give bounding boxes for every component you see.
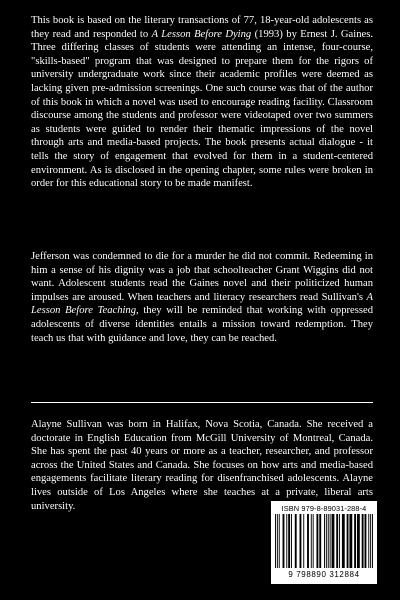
synopsis-paragraph-2 xyxy=(31,250,373,345)
synopsis-1-text-a: This book is based on the literary transactions of 77, 18-year-old adolescents as they read and responded to xyxy=(31,15,373,40)
barcode-bar xyxy=(279,514,280,568)
barcode-bar xyxy=(328,514,329,568)
barcode-bar xyxy=(313,514,314,568)
barcode-bar xyxy=(362,514,364,568)
barcode-bar xyxy=(316,514,318,568)
barcode-bar xyxy=(319,514,321,568)
barcode-bar xyxy=(291,514,292,568)
barcode-bar xyxy=(330,514,331,568)
barcode-bar xyxy=(295,514,297,568)
barcode-bar xyxy=(300,514,302,568)
barcode-bars xyxy=(275,514,373,568)
barcode-bar xyxy=(286,514,287,568)
barcode-bar xyxy=(277,514,278,568)
barcode-bar xyxy=(283,514,285,568)
isbn-label: ISBN 979-8-89031-288-4 xyxy=(281,504,367,513)
author-bio: Alayne Sullivan was born in Halifax, Nova Scotia, Canada. She received a doctorate in English Education from McGill University of Montreal, Canada. She has spent the past 40 years or more as a teacher, researcher, and professor across the United States and Canada. She focuses on how arts and media-based engagements facilitate literary reading for disenfranchised adolescents. Alayne lives outside of Los Angeles where she teaches at a private, liberal arts university. xyxy=(31,419,373,512)
barcode-bar xyxy=(303,514,304,568)
barcode-bar xyxy=(372,514,373,568)
barcode-bar xyxy=(288,514,290,568)
barcode-bar xyxy=(339,514,340,568)
book-title: A Lesson Before Teaching, xyxy=(31,291,373,317)
barcode-bar xyxy=(324,514,325,568)
synopsis-1-text-b: (1993) by Ernest J. Gaines. Three differing classes of students were attending an intense, four-course, "skills-based" program that was designed to prepare them for the rigors of university undergraduate work since their academic profiles were deemed as lacking given pre-admission screenings. One such course was that of the author of this book in which a novel was used to encourage reading facility. Classroom discourse among the students and professor were videotaped over two summers as students were guided to render their thematic impressions of the novel through arts and media-based projects. The book presents actual dialogue - it tells the story of engagement that evolved for them in a student-centered environment. As is disclosed in the opening chapter, some rules were broken in order for this educational story to be made manifest. xyxy=(31,28,373,190)
synopsis-paragraph-1 xyxy=(31,14,373,191)
barcode-bar xyxy=(357,514,360,568)
barcode-bar xyxy=(275,514,276,568)
barcode-bar xyxy=(368,514,369,568)
barcode-bar xyxy=(370,514,371,568)
synopsis-2-text-b: they will be reminded that working with oppressed adolescents of diverse identities entails a mission toward redemption. They teach us that with guidance and love, they can be reached. xyxy=(31,305,373,344)
section-divider xyxy=(31,402,373,403)
novel-title: A Lesson Before Dying xyxy=(151,28,252,40)
barcode-bar xyxy=(336,514,338,568)
barcode-bar xyxy=(365,514,367,568)
barcode-bar xyxy=(332,514,335,568)
barcode-bar xyxy=(311,514,312,568)
barcode-digits: 9 798890 312884 xyxy=(288,570,360,579)
barcode-bar xyxy=(307,514,309,568)
synopsis-2-text-a: Jefferson was condemned to die for a murder he did not commit. Redeeming in him a sense of his dignity was a job that schoolteacher Grant Wiggins did not want. Adolescent students read the Gaines novel and their politicized human impulses are aroused. When teachers and literacy researchers read Sullivan's xyxy=(31,251,373,303)
barcode-bar xyxy=(347,514,349,568)
barcode-bar xyxy=(342,514,345,568)
barcode-bar xyxy=(354,514,356,568)
barcode-bar xyxy=(349,514,352,568)
isbn-barcode xyxy=(271,501,377,584)
barcode-bar xyxy=(326,514,327,568)
